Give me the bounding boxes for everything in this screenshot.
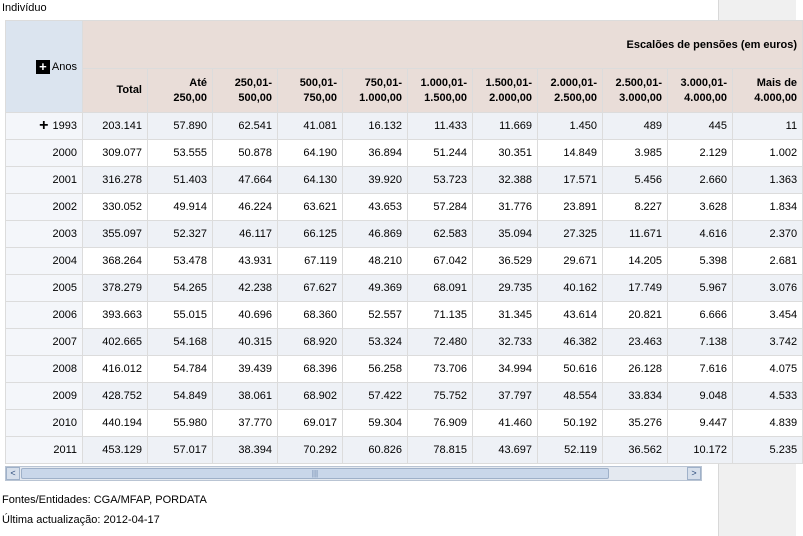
value-cell: 68.360 xyxy=(278,302,343,329)
value-cell: 63.621 xyxy=(278,194,343,221)
value-cell: 76.909 xyxy=(408,410,473,437)
value-cell: 1.834 xyxy=(733,194,803,221)
value-cell: 3.076 xyxy=(733,275,803,302)
column-header-line: 2.500,01- xyxy=(615,76,662,89)
expand-plus-icon[interactable]: + xyxy=(36,60,50,74)
value-cell: 10.172 xyxy=(668,437,733,464)
value-cell: 48.554 xyxy=(538,383,603,410)
value-cell: 46.224 xyxy=(213,194,278,221)
value-cell: 42.238 xyxy=(213,275,278,302)
value-cell: 47.664 xyxy=(213,167,278,194)
column-header xyxy=(668,69,733,113)
value-cell: 60.826 xyxy=(343,437,408,464)
table-row xyxy=(6,113,803,140)
value-cell: 4.075 xyxy=(733,356,803,383)
value-cell: 14.205 xyxy=(603,248,668,275)
value-cell: 43.653 xyxy=(343,194,408,221)
column-header-line: 750,01- xyxy=(364,76,402,89)
column-header xyxy=(278,69,343,113)
value-cell: 49.369 xyxy=(343,275,408,302)
scroll-left-button[interactable]: < xyxy=(6,467,20,480)
value-cell: 36.894 xyxy=(343,140,408,167)
value-cell: 23.891 xyxy=(538,194,603,221)
value-cell: 4.839 xyxy=(733,410,803,437)
column-header-line: 1.500,01- xyxy=(485,76,532,89)
year-cell xyxy=(6,140,83,167)
value-cell: 428.752 xyxy=(83,383,148,410)
value-cell: 330.052 xyxy=(83,194,148,221)
year-label: 2006 xyxy=(52,309,77,321)
value-cell: 9.447 xyxy=(668,410,733,437)
year-label: 2000 xyxy=(52,147,77,159)
value-cell: 39.920 xyxy=(343,167,408,194)
value-cell: 440.194 xyxy=(83,410,148,437)
value-cell: 489 xyxy=(603,113,668,140)
value-cell: 4.616 xyxy=(668,221,733,248)
year-cell xyxy=(6,410,83,437)
value-cell: 55.980 xyxy=(148,410,213,437)
value-cell: 378.279 xyxy=(83,275,148,302)
value-cell: 54.168 xyxy=(148,329,213,356)
value-cell: 66.125 xyxy=(278,221,343,248)
value-cell: 53.324 xyxy=(343,329,408,356)
value-cell: 11 xyxy=(733,113,803,140)
value-cell: 31.345 xyxy=(473,302,538,329)
value-cell: 49.914 xyxy=(148,194,213,221)
horizontal-scrollbar[interactable] xyxy=(5,466,702,481)
value-cell: 55.015 xyxy=(148,302,213,329)
value-cell: 70.292 xyxy=(278,437,343,464)
value-cell: 40.315 xyxy=(213,329,278,356)
value-cell: 36.529 xyxy=(473,248,538,275)
year-label: 2009 xyxy=(52,390,77,402)
value-cell: 34.994 xyxy=(473,356,538,383)
value-cell: 11.669 xyxy=(473,113,538,140)
value-cell: 53.478 xyxy=(148,248,213,275)
column-header-line: 2.500,00 xyxy=(554,91,597,104)
value-cell: 27.325 xyxy=(538,221,603,248)
value-cell: 39.439 xyxy=(213,356,278,383)
column-header-line: 1.000,00 xyxy=(359,91,402,104)
value-cell: 43.931 xyxy=(213,248,278,275)
value-cell: 78.815 xyxy=(408,437,473,464)
value-cell: 29.735 xyxy=(473,275,538,302)
column-header-line: 500,01- xyxy=(299,76,337,89)
value-cell: 17.571 xyxy=(538,167,603,194)
value-cell: 32.733 xyxy=(473,329,538,356)
year-cell xyxy=(6,383,83,410)
column-header-line: Mais de xyxy=(756,76,798,89)
table-row xyxy=(6,329,803,356)
value-cell: 1.002 xyxy=(733,140,803,167)
value-cell: 445 xyxy=(668,113,733,140)
value-cell: 67.627 xyxy=(278,275,343,302)
value-cell: 316.278 xyxy=(83,167,148,194)
year-label: 2004 xyxy=(52,255,77,267)
column-header xyxy=(213,69,278,113)
expand-row-plus-icon[interactable]: + xyxy=(39,117,49,134)
value-cell: 1.363 xyxy=(733,167,803,194)
value-cell: 75.752 xyxy=(408,383,473,410)
value-cell: 64.190 xyxy=(278,140,343,167)
year-label: 2010 xyxy=(52,417,77,429)
section-label: Indivíduo xyxy=(2,2,47,14)
table-row xyxy=(6,194,803,221)
value-cell: 29.671 xyxy=(538,248,603,275)
value-cell: 5.967 xyxy=(668,275,733,302)
value-cell: 3.985 xyxy=(603,140,668,167)
value-cell: 33.834 xyxy=(603,383,668,410)
value-cell: 40.162 xyxy=(538,275,603,302)
column-header-line: 250,00 xyxy=(173,91,207,104)
value-cell: 68.396 xyxy=(278,356,343,383)
column-header-line: Total xyxy=(116,84,142,96)
year-label: 2005 xyxy=(52,282,77,294)
column-header-line: 500,00 xyxy=(238,91,272,104)
year-label: 1993 xyxy=(52,119,77,132)
value-cell: 9.048 xyxy=(668,383,733,410)
value-cell: 41.460 xyxy=(473,410,538,437)
value-cell: 50.192 xyxy=(538,410,603,437)
column-header xyxy=(603,69,668,113)
scrollbar-thumb[interactable]: ||| xyxy=(21,468,609,479)
year-label: 2003 xyxy=(52,228,77,240)
table-row xyxy=(6,140,803,167)
value-cell: 4.533 xyxy=(733,383,803,410)
year-cell xyxy=(6,302,83,329)
column-header-line: 3.000,01- xyxy=(680,76,727,89)
value-cell: 64.130 xyxy=(278,167,343,194)
value-cell: 31.776 xyxy=(473,194,538,221)
value-cell: 355.097 xyxy=(83,221,148,248)
value-cell: 50.878 xyxy=(213,140,278,167)
year-cell xyxy=(6,248,83,275)
table-row xyxy=(6,167,803,194)
value-cell: 32.388 xyxy=(473,167,538,194)
value-cell: 38.394 xyxy=(213,437,278,464)
value-cell: 36.562 xyxy=(603,437,668,464)
table-row xyxy=(6,356,803,383)
value-cell: 309.077 xyxy=(83,140,148,167)
column-header-line: 1.500,00 xyxy=(424,91,467,104)
value-cell: 73.706 xyxy=(408,356,473,383)
column-header xyxy=(408,69,473,113)
table-row xyxy=(6,221,803,248)
value-cell: 14.849 xyxy=(538,140,603,167)
value-cell: 11.671 xyxy=(603,221,668,248)
table-row xyxy=(6,383,803,410)
value-cell: 5.456 xyxy=(603,167,668,194)
value-cell: 453.129 xyxy=(83,437,148,464)
value-cell: 37.797 xyxy=(473,383,538,410)
year-cell xyxy=(6,194,83,221)
value-cell: 3.628 xyxy=(668,194,733,221)
year-cell xyxy=(6,437,83,464)
value-cell: 43.697 xyxy=(473,437,538,464)
value-cell: 6.666 xyxy=(668,302,733,329)
value-cell: 30.351 xyxy=(473,140,538,167)
value-cell: 43.614 xyxy=(538,302,603,329)
column-header xyxy=(473,69,538,113)
value-cell: 26.128 xyxy=(603,356,668,383)
value-cell: 52.119 xyxy=(538,437,603,464)
year-cell xyxy=(6,167,83,194)
column-header-line: 750,00 xyxy=(303,91,337,104)
value-cell: 402.665 xyxy=(83,329,148,356)
value-cell: 41.081 xyxy=(278,113,343,140)
value-cell: 51.244 xyxy=(408,140,473,167)
year-label: 2002 xyxy=(52,201,77,213)
value-cell: 67.042 xyxy=(408,248,473,275)
value-cell: 393.663 xyxy=(83,302,148,329)
value-cell: 20.821 xyxy=(603,302,668,329)
year-cell xyxy=(6,275,83,302)
value-cell: 37.770 xyxy=(213,410,278,437)
value-cell: 54.849 xyxy=(148,383,213,410)
pension-table xyxy=(5,20,803,464)
column-header-line: 3.000,00 xyxy=(619,91,662,104)
value-cell: 7.616 xyxy=(668,356,733,383)
value-cell: 51.403 xyxy=(148,167,213,194)
value-cell: 3.742 xyxy=(733,329,803,356)
value-cell: 59.304 xyxy=(343,410,408,437)
column-header-line: 2.000,01- xyxy=(550,76,597,89)
value-cell: 8.227 xyxy=(603,194,668,221)
value-cell: 368.264 xyxy=(83,248,148,275)
value-cell: 3.454 xyxy=(733,302,803,329)
value-cell: 69.017 xyxy=(278,410,343,437)
value-cell: 71.135 xyxy=(408,302,473,329)
value-cell: 53.723 xyxy=(408,167,473,194)
value-cell: 2.681 xyxy=(733,248,803,275)
year-label: 2011 xyxy=(53,444,77,456)
value-cell: 1.450 xyxy=(538,113,603,140)
value-cell: 57.890 xyxy=(148,113,213,140)
year-label: 2008 xyxy=(52,363,77,375)
table-row xyxy=(6,275,803,302)
column-header-line: Até xyxy=(189,76,207,89)
anos-header[interactable] xyxy=(6,21,83,113)
value-cell: 62.583 xyxy=(408,221,473,248)
value-cell: 56.258 xyxy=(343,356,408,383)
year-label: 2007 xyxy=(52,336,77,348)
sources-note: Fontes/Entidades: CGA/MFAP, PORDATA xyxy=(2,494,207,506)
value-cell: 38.061 xyxy=(213,383,278,410)
column-header-line: 4.000,00 xyxy=(754,91,798,104)
year-cell[interactable] xyxy=(6,113,83,140)
value-cell: 35.276 xyxy=(603,410,668,437)
value-cell: 46.117 xyxy=(213,221,278,248)
value-cell: 203.141 xyxy=(83,113,148,140)
year-label: 2001 xyxy=(52,174,77,186)
value-cell: 2.660 xyxy=(668,167,733,194)
value-cell: 50.616 xyxy=(538,356,603,383)
value-cell: 72.480 xyxy=(408,329,473,356)
value-cell: 52.327 xyxy=(148,221,213,248)
column-header-line: 2.000,00 xyxy=(489,91,532,104)
value-cell: 57.422 xyxy=(343,383,408,410)
value-cell: 57.284 xyxy=(408,194,473,221)
column-header xyxy=(83,69,148,113)
value-cell: 23.463 xyxy=(603,329,668,356)
value-cell: 2.370 xyxy=(733,221,803,248)
column-header-line: 4.000,00 xyxy=(684,91,727,104)
value-cell: 67.119 xyxy=(278,248,343,275)
year-cell xyxy=(6,329,83,356)
group-header: Escalões de pensões (em euros) xyxy=(83,21,803,69)
value-cell: 17.749 xyxy=(603,275,668,302)
value-cell: 416.012 xyxy=(83,356,148,383)
value-cell: 2.129 xyxy=(668,140,733,167)
table-row xyxy=(6,248,803,275)
value-cell: 54.784 xyxy=(148,356,213,383)
column-header xyxy=(733,69,803,113)
column-header xyxy=(148,69,213,113)
scroll-right-button[interactable]: > xyxy=(687,467,701,480)
column-header xyxy=(538,69,603,113)
value-cell: 68.920 xyxy=(278,329,343,356)
value-cell: 46.382 xyxy=(538,329,603,356)
data-table-viewport xyxy=(5,20,798,465)
column-header xyxy=(343,69,408,113)
year-cell xyxy=(6,221,83,248)
value-cell: 40.696 xyxy=(213,302,278,329)
year-cell xyxy=(6,356,83,383)
table-row xyxy=(6,437,803,464)
column-header-row xyxy=(6,69,803,113)
table-body xyxy=(6,113,803,464)
value-cell: 35.094 xyxy=(473,221,538,248)
value-cell: 11.433 xyxy=(408,113,473,140)
value-cell: 53.555 xyxy=(148,140,213,167)
value-cell: 46.869 xyxy=(343,221,408,248)
value-cell: 7.138 xyxy=(668,329,733,356)
value-cell: 54.265 xyxy=(148,275,213,302)
value-cell: 68.902 xyxy=(278,383,343,410)
table-row xyxy=(6,410,803,437)
last-update-note: Última actualização: 2012-04-17 xyxy=(2,514,160,526)
value-cell: 5.398 xyxy=(668,248,733,275)
value-cell: 5.235 xyxy=(733,437,803,464)
table-row xyxy=(6,302,803,329)
anos-label: Anos xyxy=(51,60,77,73)
value-cell: 48.210 xyxy=(343,248,408,275)
value-cell: 52.557 xyxy=(343,302,408,329)
column-header-line: 250,01- xyxy=(234,76,272,89)
value-cell: 62.541 xyxy=(213,113,278,140)
value-cell: 16.132 xyxy=(343,113,408,140)
value-cell: 68.091 xyxy=(408,275,473,302)
column-header-line: 1.000,01- xyxy=(420,76,467,89)
value-cell: 57.017 xyxy=(148,437,213,464)
